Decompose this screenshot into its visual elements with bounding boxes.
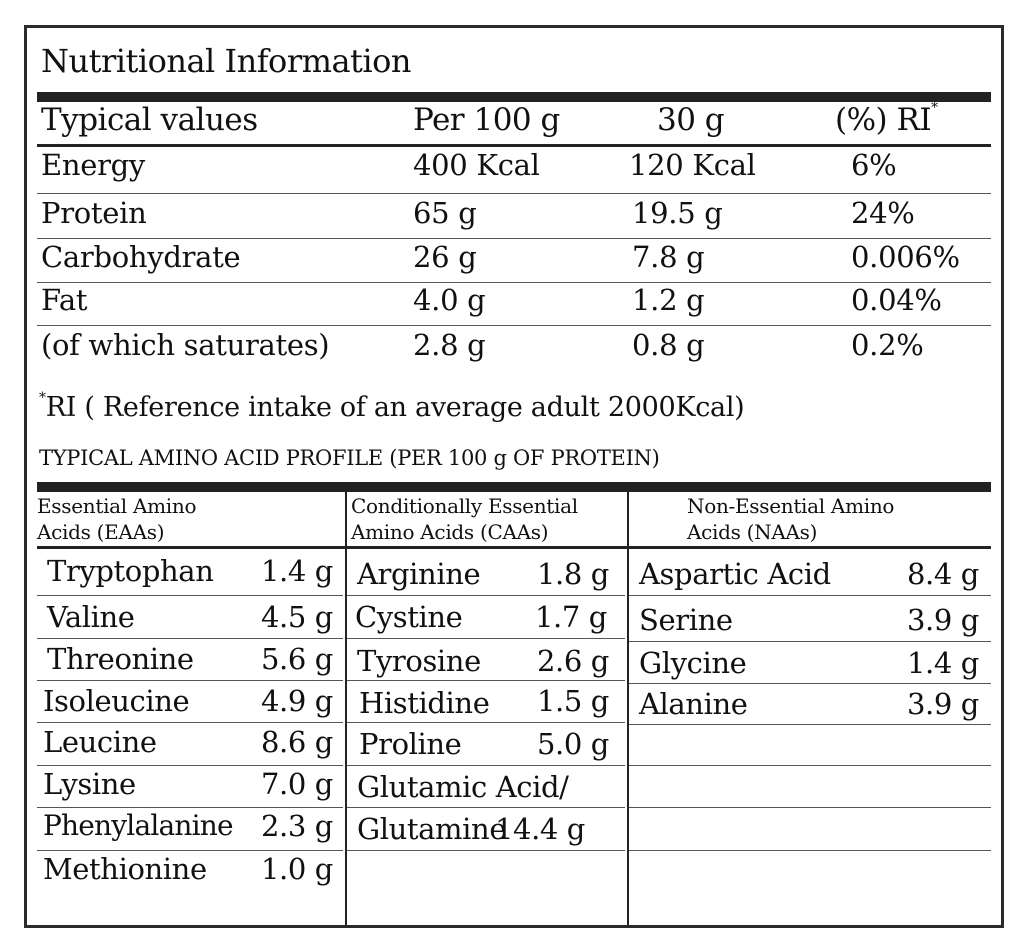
value-per-30g: 120 Kcal [629, 148, 756, 182]
row-divider [37, 765, 343, 766]
amino-name: Threonine [47, 642, 194, 676]
amino-value: 5.0 g [537, 727, 609, 761]
value-per-100g: 4.0 g [413, 283, 486, 317]
amino-value: 1.5 g [537, 684, 609, 718]
amino-value: 3.9 g [907, 687, 979, 721]
amino-name: Phenylalanine [43, 809, 233, 842]
footnote-marker: * [39, 390, 46, 406]
nutrient-name: Energy [41, 148, 146, 182]
row-divider [37, 282, 991, 283]
amino-value: 1.4 g [261, 554, 333, 588]
amino-name: Histidine [359, 686, 490, 720]
amino-name: Tyrosine [357, 644, 481, 678]
value-ri: 0.006% [851, 240, 960, 274]
value-per-100g: 26 g [413, 240, 477, 274]
value-per-30g: 0.8 g [632, 328, 705, 362]
amino-name: Tryptophan [47, 554, 214, 588]
row-divider [37, 595, 343, 596]
nutrient-name: (of which saturates) [41, 328, 330, 362]
row-divider [347, 850, 625, 851]
row-divider [347, 595, 625, 596]
amino-value: 8.4 g [907, 557, 979, 591]
row-divider [629, 765, 991, 766]
amino-name: Aspartic Acid [639, 557, 831, 591]
row-divider [347, 807, 625, 808]
amino-value: 4.5 g [261, 600, 333, 634]
header-per-100g: Per 100 g [413, 102, 560, 138]
value-ri: 0.2% [851, 328, 924, 362]
header-30g: 30 g [657, 102, 725, 138]
value-per-30g: 19.5 g [632, 196, 723, 230]
row-divider [347, 680, 625, 681]
row-divider [37, 638, 343, 639]
row-divider [347, 638, 625, 639]
column-separator [345, 490, 347, 926]
amino-value: 14.4 g [495, 812, 585, 846]
value-ri: 0.04% [851, 283, 942, 317]
nutrition-label [24, 25, 1004, 928]
value-ri: 6% [851, 148, 897, 182]
amino-value: 7.0 g [261, 767, 333, 801]
amino-value: 1.8 g [537, 557, 609, 591]
column-separator [627, 490, 629, 926]
row-divider [37, 325, 991, 326]
amino-name: Alanine [639, 687, 748, 721]
nutrient-name: Carbohydrate [41, 240, 241, 274]
amino-name: Serine [639, 603, 733, 637]
amino-name: Methionine [43, 852, 207, 886]
value-per-100g: 400 Kcal [413, 148, 540, 182]
amino-value: 8.6 g [261, 725, 333, 759]
ri-marker: * [931, 100, 938, 116]
header-ri: (%) RI* [835, 100, 938, 138]
nutrient-name: Protein [41, 196, 147, 230]
amino-name: Glutamine [357, 812, 507, 846]
value-ri: 24% [851, 196, 915, 230]
amino-name: Isoleucine [43, 684, 190, 718]
amino-value: 1.7 g [535, 600, 607, 634]
row-divider [629, 724, 991, 725]
row-divider [629, 683, 991, 684]
amino-name: Proline [359, 727, 462, 761]
amino-profile-title: TYPICAL AMINO ACID PROFILE (PER 100 g OF PROTEIN) [39, 446, 660, 470]
row-divider [37, 722, 343, 723]
amino-value: 2.6 g [537, 644, 609, 678]
amino-name: Leucine [43, 725, 157, 759]
row-divider [37, 680, 343, 681]
top-divider [37, 92, 991, 102]
row-divider [629, 850, 991, 851]
label-title: Nutritional Information [41, 42, 411, 80]
amino-name: Valine [47, 600, 135, 634]
amino-value: 1.4 g [907, 646, 979, 680]
row-divider [347, 722, 625, 723]
amino-divider [37, 482, 991, 492]
row-divider [629, 595, 991, 596]
amino-value: 1.0 g [261, 852, 333, 886]
amino-value: 3.9 g [907, 603, 979, 637]
row-divider [347, 765, 625, 766]
amino-name: Arginine [357, 557, 481, 591]
row-divider [37, 238, 991, 239]
eaa-heading: Essential Amino Acids (EAAs) [37, 494, 197, 544]
value-per-100g: 2.8 g [413, 328, 486, 362]
nutrient-name: Fat [41, 283, 88, 317]
value-per-30g: 1.2 g [632, 283, 705, 317]
header-typical-values: Typical values [41, 102, 258, 138]
amino-value: 4.9 g [261, 684, 333, 718]
naa-heading: Non-Essential Amino Acids (NAAs) [687, 494, 895, 544]
amino-name: Cystine [355, 600, 463, 634]
amino-header-rule [37, 546, 991, 549]
row-divider [37, 193, 991, 194]
header-rule [37, 144, 991, 147]
value-per-100g: 65 g [413, 196, 477, 230]
caa-heading: Conditionally Essential Amino Acids (CAAs) [351, 494, 578, 544]
row-divider [37, 850, 343, 851]
amino-value: 2.3 g [261, 809, 333, 843]
amino-name: Glycine [639, 646, 747, 680]
value-per-30g: 7.8 g [632, 240, 705, 274]
ri-footnote: *RI ( Reference intake of an average adult 2000Kcal) [39, 390, 745, 423]
row-divider [629, 641, 991, 642]
amino-value: 5.6 g [261, 642, 333, 676]
amino-name: Lysine [43, 767, 136, 801]
row-divider [629, 807, 991, 808]
amino-name: Glutamic Acid/ [357, 770, 569, 804]
row-divider [37, 807, 343, 808]
